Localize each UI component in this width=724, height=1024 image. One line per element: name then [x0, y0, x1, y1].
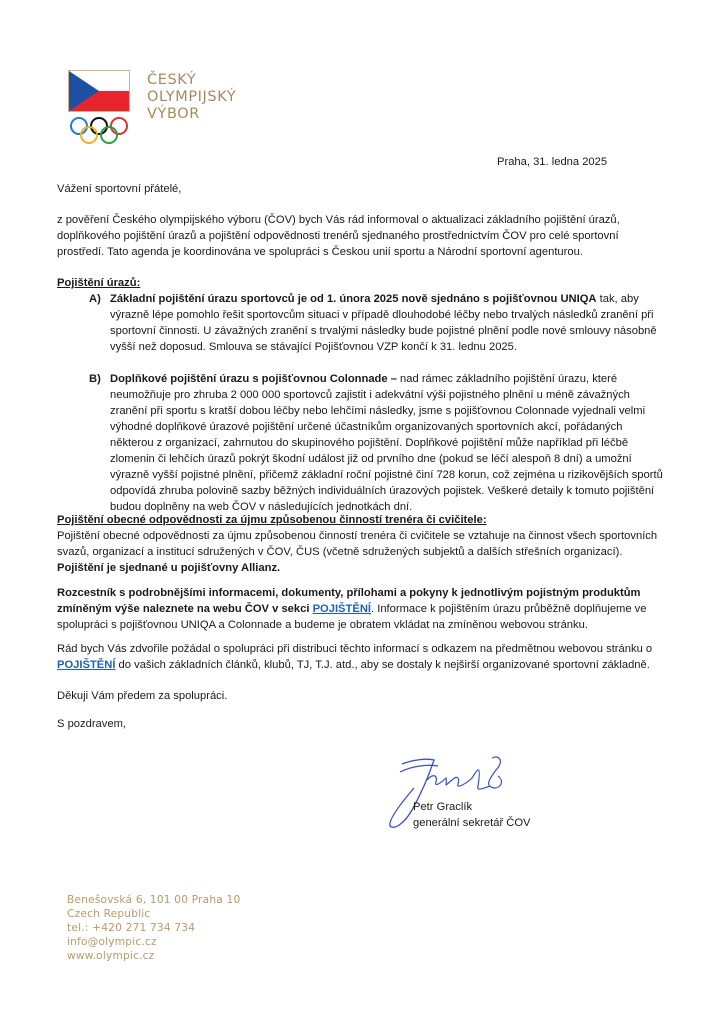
list-marker: B)	[89, 373, 101, 385]
item-text: nad rámec základního pojištění úrazu, které neumožňuje pro zhruba 2 000 000 sportovců zajistit i adekvátní výši pojistného plnění u méně závažných zranění při sportu s kratší dobou léčby nebo lehčími následky, jsme s pojišťovnou Colonnade vyjednali velmi výhodné doplňkové úrazové pojištění určené účastníkům organizovaných sportovních akcí, pořádaných některou z organizací, zahrnutou do skupinového pojištění. Doplňkové pojištění může například při léčbě zlomenin či lehčích úrazů pokrýt škodní událost již od prvního dne (pokud se léčí alespoň 8 dní) a umožní výrazně vyšší pojistné plnění, přičemž základní roční pojistné činí 728 korun, což zejména u rizikovějších sportů odpovídá zhruba polovině sazby běžných individuálních úrazových pojistek. Veškeré detaily k tomuto pojištění budou doplněny na web ČOV v následujících jednotkách dní.	[110, 373, 663, 513]
org-name-line: OLYMPIJSKÝ	[147, 89, 237, 105]
olympic-rings-icon	[68, 116, 134, 146]
request-text-after: do vašich základních článků, klubů, TJ, T.J. atd., aby se dostaly k nejširší organizované sportovní základně.	[115, 659, 650, 671]
info-bold: Rozcestník s podrobnějšími informacemi, dokumenty, přílohami a pokyny k jednotlivým pojistným produktům zmíněným výše naleznete na webu ČOV v sekci	[57, 587, 641, 615]
closing: S pozdravem,	[57, 718, 127, 730]
cov-logo	[68, 70, 138, 142]
item-bold-text: Základní pojištění úrazu sportovců je od 1. února 2025 nově sjednáno s pojišťovnou UNIQA	[110, 293, 597, 305]
info-text: . Informace k pojištěním úrazu průběžně doplňujeme ve spolupráci s pojišťovnou UNIQA a Colonnade a budeme je obratem vkládat na zmíněnou webovou stránku.	[57, 603, 647, 631]
org-name	[147, 72, 236, 123]
liability-text: Pojištění obecné odpovědnosti za újmu způsobenou činností trenéra či cvičitele se vztahuje na činnost všech sportovních svazů, organizací a institucí sdružených v ČOV, ČUS (včetně sdružených subjektů a dalších střešních organizací).	[57, 530, 658, 558]
section-text	[57, 528, 665, 576]
intro-paragraph: z pověření Českého olympijského výboru (ČOV) bych Vás rád informoval o aktualizaci základního pojištění úrazů, doplňkového pojištění úrazů a pojištění odpovědnosti trenérů sjednaného prostřednictvím ČOV pro celé sportovní prostředí. Tato agenda je koordinována ve spolupráci s Českou unií sportu a Národní sportovní agenturou.	[57, 214, 620, 258]
list-item-b	[57, 371, 665, 515]
pojisteni-link[interactable]: POJIŠTĚNÍ	[57, 659, 116, 671]
item-bold-text: Doplňkové pojištění úrazu s pojišťovnou Colonnade –	[110, 373, 397, 385]
footer-country: Czech Republic	[67, 908, 151, 920]
signer-title: generální sekretář ČOV	[413, 817, 531, 829]
request-paragraph	[57, 641, 665, 673]
footer-phone: tel.: +420 271 734 734	[67, 922, 196, 934]
request-text-before: Rád bych Vás zdvořile požádal o spolupráci při distribuci těchto informací s odkazem na předmětnou webovou stránku o	[57, 643, 653, 655]
salutation: Vážení sportovní přátelé,	[57, 183, 182, 195]
section-liability-insurance	[57, 512, 665, 576]
list-item-a	[57, 291, 665, 355]
czech-flag-icon	[68, 70, 130, 112]
footer-website[interactable]: www.olympic.cz	[67, 950, 155, 962]
list-marker: A)	[89, 293, 101, 305]
org-name-line: VÝBOR	[147, 106, 200, 122]
footer-address	[67, 893, 240, 963]
org-name-line: ČESKÝ	[147, 72, 197, 88]
info-paragraph	[57, 585, 665, 633]
liability-bold: Pojištění je sjednané u pojišťovny Allianz.	[57, 562, 281, 574]
item-text: tak, aby výrazně lépe pomohlo řešit sportovcům situaci v případě dlouhodobé léčby nebo trvalých následků zranění při sportovní činnosti. U závažných zranění s trvalými následky bude pojistné plnění podle nové smlouvy násobně vyšší než doposud. Smlouva se stávající Pojišťovnou VZP končí k 31. lednu 2025.	[110, 293, 657, 353]
signer-name: Petr Graclík	[413, 801, 473, 813]
footer-street: Benešovská 6, 101 00 Praha 10	[67, 894, 241, 906]
section-heading: Pojištění obecné odpovědnosti za újmu způsobenou činností trenéra či cvičitele:	[57, 514, 487, 526]
section-injury-insurance	[57, 275, 665, 515]
footer-email[interactable]: info@olympic.cz	[67, 936, 157, 948]
pojisteni-link[interactable]: POJIŠTĚNÍ	[312, 603, 372, 615]
section-heading: Pojištění úrazů:	[57, 277, 141, 289]
letter-date: Praha, 31. ledna 2025	[497, 156, 608, 168]
thanks: Děkuji Vám předem za spolupráci.	[57, 690, 228, 702]
signer-block	[413, 799, 531, 831]
